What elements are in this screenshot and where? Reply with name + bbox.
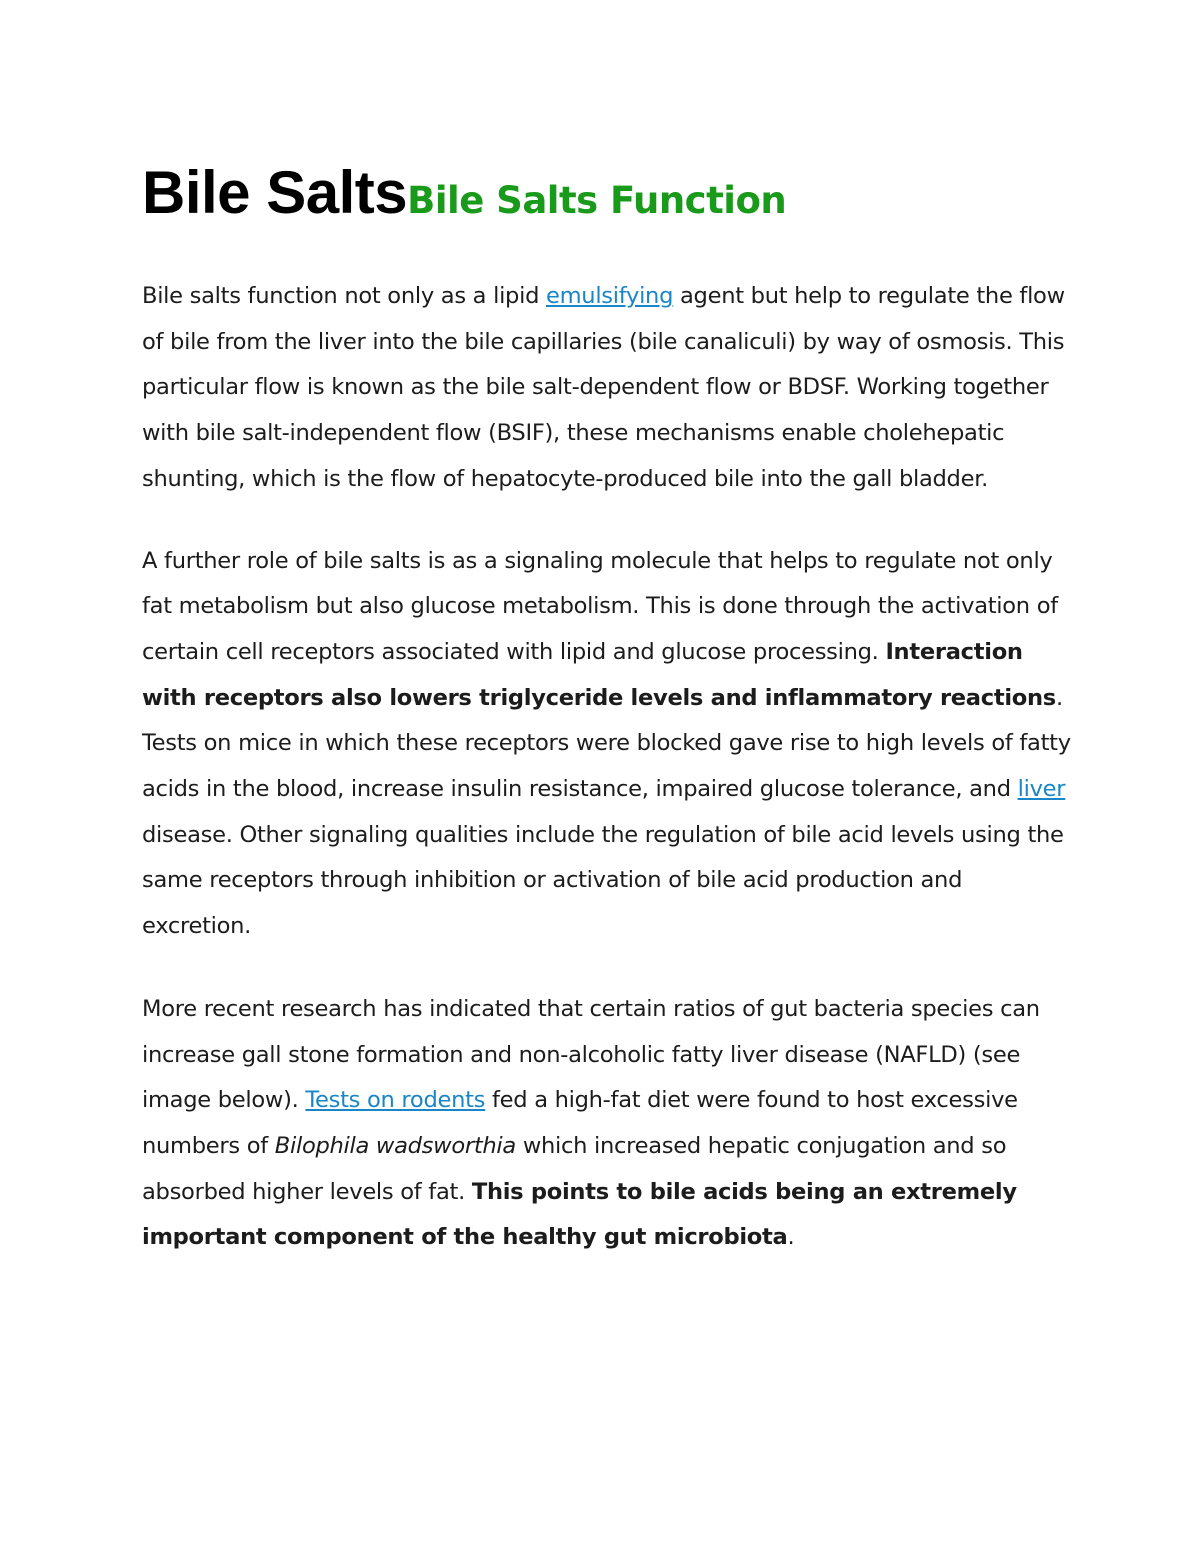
paragraph-text: . — [787, 1224, 795, 1251]
link-liver[interactable]: liver — [1017, 776, 1066, 803]
document-page — [142, 150, 1072, 1261]
page-title — [142, 150, 1072, 245]
paragraph-text: fed a high-fat diet were found to host excessive numbers of — [142, 1087, 1018, 1159]
paragraph-text: . Tests on mice in which these receptors were blocked gave rise to high levels of fatty acids in the blood, increase insulin resistance, impaired glucose tolerance, and — [142, 684, 1071, 803]
bold-text: Interaction with receptors also lowers triglyceride levels and inflammatory reactions — [142, 638, 1056, 711]
title-subheading: Bile Salts Function — [407, 179, 787, 222]
italic-species-name: Bilophila wadsworthia — [274, 1132, 516, 1159]
paragraph-text: Bile salts function not only as a lipid — [142, 283, 546, 309]
paragraph-gut-bacteria — [142, 987, 1072, 1261]
paragraph-text: disease. Other signaling qualities include the regulation of bile acid levels using the same receptors through inhibition or activation of bile acid production and excretion. — [142, 821, 1064, 940]
title-main: Bile Salts — [142, 159, 408, 226]
paragraph-text: A further role of bile salts is as a signaling molecule that helps to regulate not only fat metabolism but also glucose metabolism. This is done through the activation of certain cell receptors associated with lipid and glucose processing. — [142, 547, 1058, 665]
paragraph-text: which increased hepatic conjugation and so absorbed higher levels of fat. — [142, 1132, 1007, 1205]
bold-text: This points to bile acids being an extremely important component of the healthy gut microbiota — [142, 1178, 1017, 1251]
paragraph-text: More recent research has indicated that certain ratios of gut bacteria species can increase gall stone formation and non-alcoholic fatty liver disease (NAFLD) (see image below). — [142, 995, 1040, 1114]
paragraph-signaling — [142, 539, 1072, 950]
paragraph-text: agent but help to regulate the flow of bile from the liver into the bile capillaries (bile canaliculi) by way of osmosis. This particular flow is known as the bile salt-dependent flow or BDSF. Working together with bile salt-independent flow (BSIF), these mechanisms enable cholehepatic shunting, which is the flow of hepatocyte-produced bile into the gall bladder. — [142, 283, 1065, 492]
link-tests-on-rodents[interactable]: Tests on rodents — [305, 1087, 486, 1114]
link-emulsifying[interactable]: emulsifying — [546, 283, 674, 309]
paragraph-emulsifying — [142, 274, 1072, 503]
